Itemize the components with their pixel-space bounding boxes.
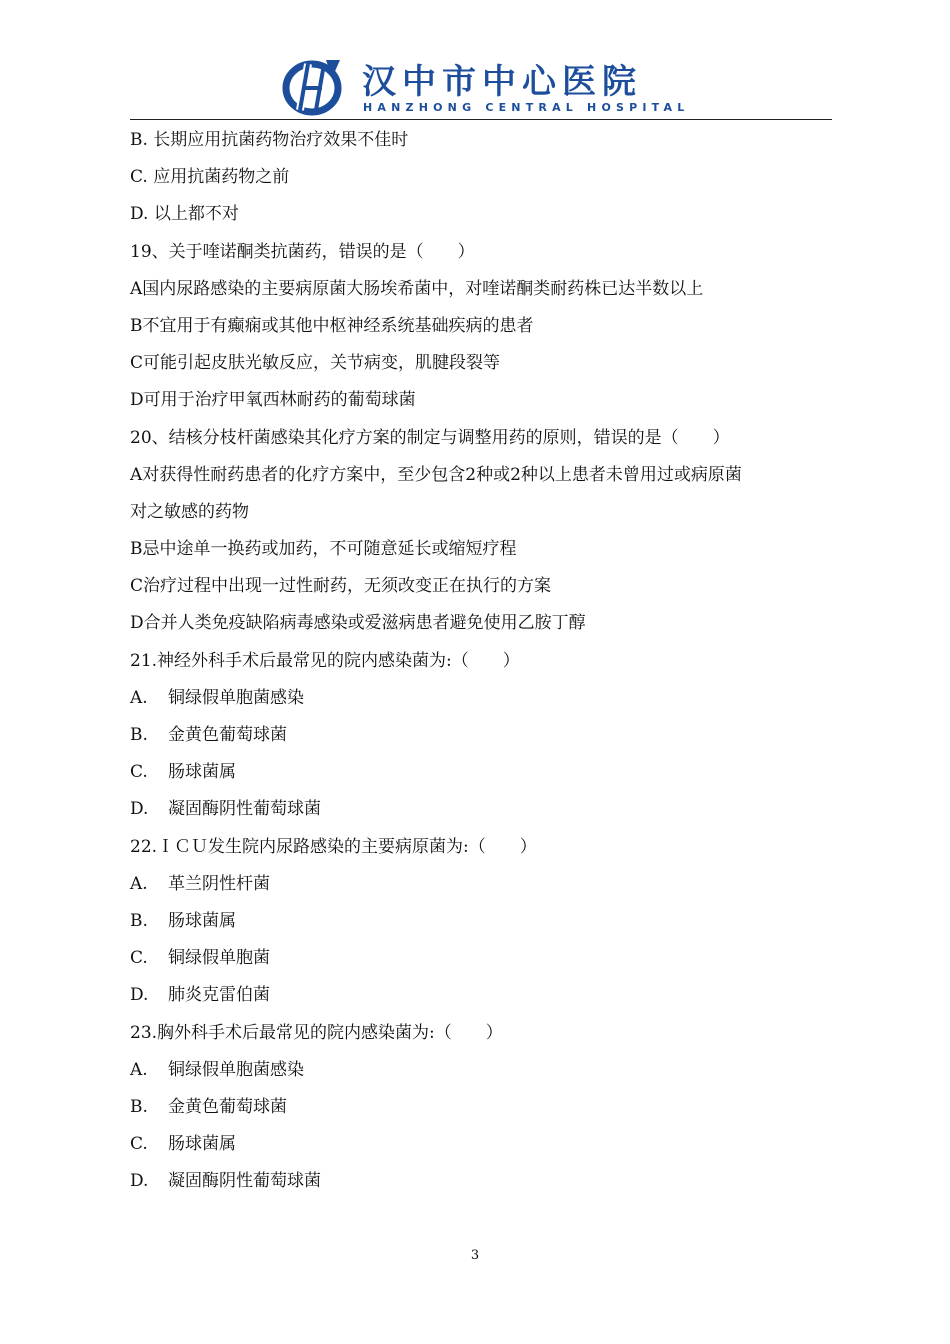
option-letter: C. [130, 948, 148, 969]
option-letter: A. [130, 687, 148, 708]
option-text: 革兰阴性杆菌 [168, 873, 270, 894]
option-text: 凝固酶阴性葡萄球菌 [168, 799, 321, 820]
option-text: 肠球菌属 [168, 910, 236, 931]
option-letter: D. [130, 985, 149, 1006]
text-line: D. 以上都不对 [130, 204, 239, 225]
option-item [130, 791, 834, 828]
text-line: C. 应用抗菌药物之前 [130, 167, 290, 188]
option-letter: B. [130, 910, 148, 931]
hospital-name-english: HANZHONG CENTRAL HOSPITAL [363, 101, 690, 114]
option-text: 肠球菌属 [168, 762, 236, 783]
document-body [130, 122, 834, 1200]
option-text: 铜绿假单胞菌感染 [168, 687, 304, 708]
option-item [130, 1089, 834, 1126]
option-item [130, 754, 834, 791]
text-line: 对之敏感的药物 [130, 501, 249, 522]
option-text: 铜绿假单胞菌 [168, 948, 270, 969]
text-line: B忌中途单一换药或加药，不可随意延长或缩短疗程 [130, 539, 517, 560]
header-divider [130, 119, 832, 120]
option-letter: B. [130, 1096, 148, 1117]
question-21: 21.神经外科手术后最常见的院内感染菌为:（ ） [130, 650, 520, 671]
question-23: 23.胸外科手术后最常见的院内感染菌为:（ ） [130, 1022, 503, 1043]
option-item [130, 680, 834, 717]
page-number: 3 [470, 1248, 480, 1263]
option-item [130, 866, 834, 903]
option-text: 肠球菌属 [168, 1134, 236, 1155]
option-letter: B. [130, 725, 148, 745]
question-22: 22.ＩＣＵ发生院内尿路感染的主要病原菌为:（ ） [130, 836, 537, 857]
option-letter: C. [130, 1134, 148, 1155]
option-letter: A. [130, 873, 148, 894]
hanzhong-hospital-logo-icon [278, 58, 348, 116]
hospital-name-chinese: 汉中市中心医院 [362, 62, 642, 102]
question-20: 20、结核分枝杆菌感染其化疗方案的制定与调整用药的原则，错误的是（ ） [130, 427, 730, 448]
text-line: B. 长期应用抗菌药物治疗效果不佳时 [130, 130, 409, 150]
option-letter: D. [130, 799, 149, 820]
option-letter: D. [130, 1171, 149, 1192]
option-item [130, 1163, 834, 1200]
option-text: 金黄色葡萄球菌 [168, 1096, 287, 1117]
text-line: C治疗过程中出现一过性耐药，无须改变正在执行的方案 [130, 576, 552, 597]
text-line: A对获得性耐药患者的化疗方案中，至少包含2种或2种以上患者未曾用过或病原菌 [130, 464, 742, 485]
option-item [130, 977, 834, 1014]
option-text: 肺炎克雷伯菌 [168, 985, 270, 1006]
option-letter: A. [130, 1059, 148, 1080]
option-text: 凝固酶阴性葡萄球菌 [168, 1171, 321, 1192]
text-line: D合并人类免疫缺陷病毒感染或爱滋病患者避免使用乙胺丁醇 [130, 613, 586, 634]
text-line: A国内尿路感染的主要病原菌大肠埃希菌中，对喹诺酮类耐药株已达半数以上 [130, 278, 704, 299]
option-item [130, 1126, 834, 1163]
option-letter: C. [130, 762, 148, 783]
option-item [130, 903, 834, 940]
option-text: 金黄色葡萄球菌 [168, 725, 287, 745]
text-line: B不宜用于有癫痫或其他中枢神经系统基础疾病的患者 [130, 315, 534, 336]
text-line: C可能引起皮肤光敏反应，关节病变，肌腱段裂等 [130, 353, 501, 374]
option-text: 铜绿假单胞菌感染 [168, 1059, 304, 1080]
option-item [130, 1052, 834, 1089]
page-header [130, 58, 832, 120]
option-item [130, 717, 834, 754]
question-19: 19、关于喹诺酮类抗菌药，错误的是（ ） [130, 241, 475, 262]
option-item [130, 940, 834, 977]
text-line: D可用于治疗甲氧西林耐药的葡萄球菌 [130, 390, 416, 411]
